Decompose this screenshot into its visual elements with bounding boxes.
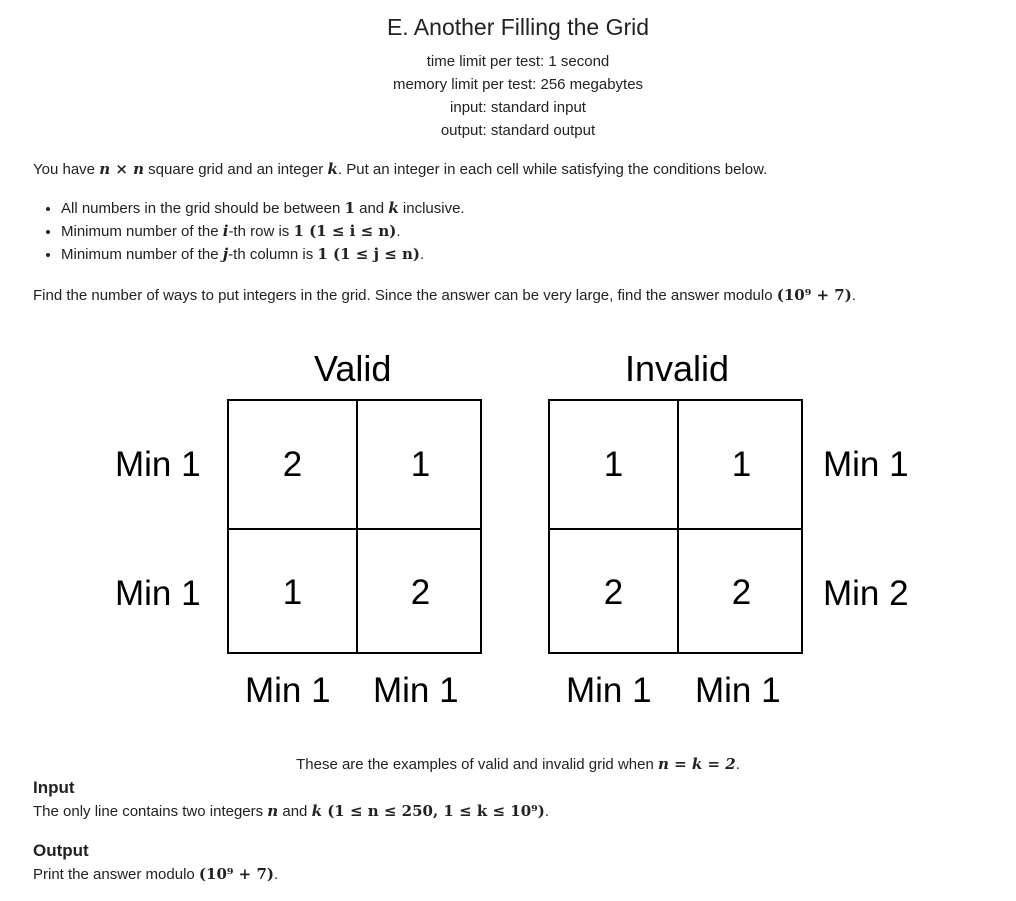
condition-item: • All numbers in the grid should be between 1 and k inclusive. — [61, 197, 465, 220]
valid-grid-title: Valid — [314, 348, 392, 389]
grid-cell: 2 — [410, 573, 431, 612]
grid-cell: 1 — [731, 445, 752, 484]
output-section-text: Print the answer modulo (10⁹ + 7). — [33, 865, 279, 883]
valid-grid — [227, 399, 482, 654]
input-section-text: The only line contains two integers n and k (1 ≤ n ≤ 250, 1 ≤ k ≤ 10⁹). — [33, 802, 549, 820]
figure-caption: These are the examples of valid and invalid grid when n = k = 2. — [296, 755, 740, 773]
problem-title: E. Another Filling the Grid — [386, 14, 650, 40]
problem-header — [0, 12, 1016, 142]
grid-cell: 1 — [603, 445, 624, 484]
output-section-title: Output — [33, 841, 89, 860]
statement-paragraph: You have n × n square grid and an integer k. Put an integer in each cell while satisfying the conditions below. — [33, 160, 768, 178]
invalid-col-label: Min 1 — [695, 671, 781, 710]
grid-cell: 2 — [731, 573, 752, 612]
invalid-row-label: Min 1 — [823, 445, 909, 484]
valid-col-label: Min 1 — [373, 671, 459, 710]
input-spec: input: standard input — [450, 99, 586, 116]
valid-row-label: Min 1 — [115, 445, 201, 484]
valid-col-label: Min 1 — [245, 671, 331, 710]
time-limit: time limit per test: 1 second — [426, 53, 610, 70]
grid-cell: 1 — [410, 445, 431, 484]
grid-cell: 1 — [282, 573, 303, 612]
condition-item: • Minimum number of the i-th row is 1 (1 ≤ i ≤ n). — [61, 220, 465, 243]
invalid-grid-title: Invalid — [625, 348, 730, 389]
grid-cell: 2 — [603, 573, 624, 612]
memory-limit: memory limit per test: 256 megabytes — [392, 76, 644, 93]
input-section-title: Input — [33, 778, 75, 797]
grid-cell: 2 — [282, 445, 303, 484]
output-spec: output: standard output — [440, 122, 596, 139]
invalid-row-label: Min 2 — [823, 574, 909, 613]
valid-row-label: Min 1 — [115, 574, 201, 613]
conditions-list — [42, 197, 465, 266]
find-paragraph: Find the number of ways to put integers in the grid. Since the answer can be very large, find the answer modulo (10⁹ + 7). — [33, 286, 857, 304]
condition-item: • Minimum number of the j-th column is 1 (1 ≤ j ≤ n). — [61, 243, 465, 266]
invalid-grid — [548, 399, 803, 654]
invalid-col-label: Min 1 — [566, 671, 652, 710]
